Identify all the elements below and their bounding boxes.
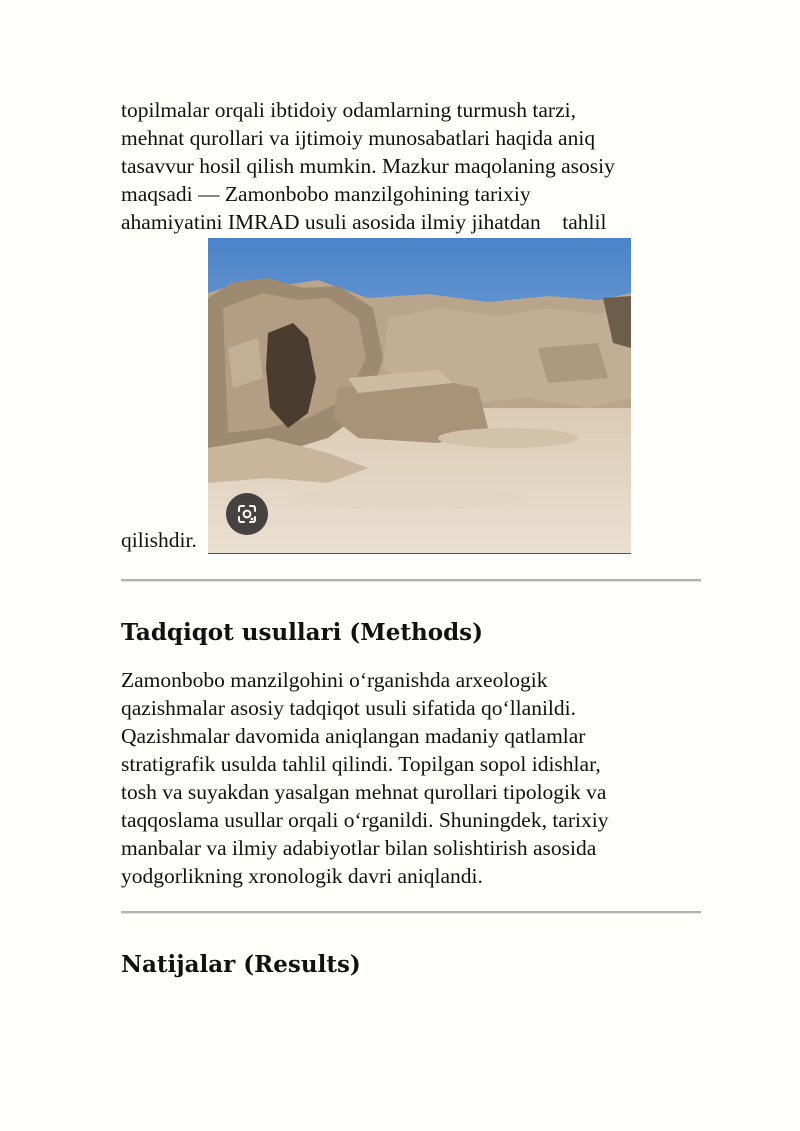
- document-page: [121, 96, 701, 980]
- section-divider: [121, 579, 701, 582]
- text-line: tasavvur hosil qilish mumkin. Mazkur maqolaning asosiy: [121, 154, 615, 178]
- text-line: tosh va suyakdan yasalgan mehnat qurollari tipologik va: [121, 780, 607, 804]
- text-line: qazishmalar asosiy tadqiqot usuli sifatida qo‘llanildi.: [121, 696, 576, 720]
- text-line: qilishdir.: [121, 528, 197, 552]
- section-divider: [121, 911, 701, 914]
- ruins-photo[interactable]: [208, 238, 631, 554]
- inline-image-row: [121, 236, 701, 554]
- lens-search-icon: [236, 503, 258, 525]
- methods-paragraph: [121, 666, 701, 890]
- results-heading: Natijalar (Results): [121, 951, 361, 978]
- text-line: Qazishmalar davomida aniqlangan madaniy qatlamlar: [121, 724, 586, 748]
- text-line: topilmalar orqali ibtidoiy odamlarning turmush tarzi,: [121, 98, 576, 122]
- text-line: Zamonbobo manzilgohini o‘rganishda arxeologik: [121, 668, 548, 692]
- text-line: maqsadi — Zamonbobo manzilgohining tarixiy: [121, 182, 531, 206]
- lens-search-button[interactable]: [226, 493, 268, 535]
- text-line: ahamiyatini IMRAD usuli asosida ilmiy jihatdan tahlil: [121, 210, 607, 234]
- ruins-photo-illustration: [208, 238, 631, 553]
- text-line: stratigrafik usulda tahlil qilindi. Topilgan sopol idishlar,: [121, 752, 601, 776]
- text-line: taqqoslama usullar orqali o‘rganildi. Shuningdek, tarixiy: [121, 808, 609, 832]
- text-line: yodgorlikning xronologik davri aniqlandi.: [121, 864, 483, 888]
- text-line: manbalar va ilmiy adabiyotlar bilan solishtirish asosida: [121, 836, 597, 860]
- intro-paragraph: [121, 96, 701, 236]
- methods-heading: Tadqiqot usullari (Methods): [121, 619, 483, 646]
- text-line: mehnat qurollari va ijtimoiy munosabatlari haqida aniq: [121, 126, 596, 150]
